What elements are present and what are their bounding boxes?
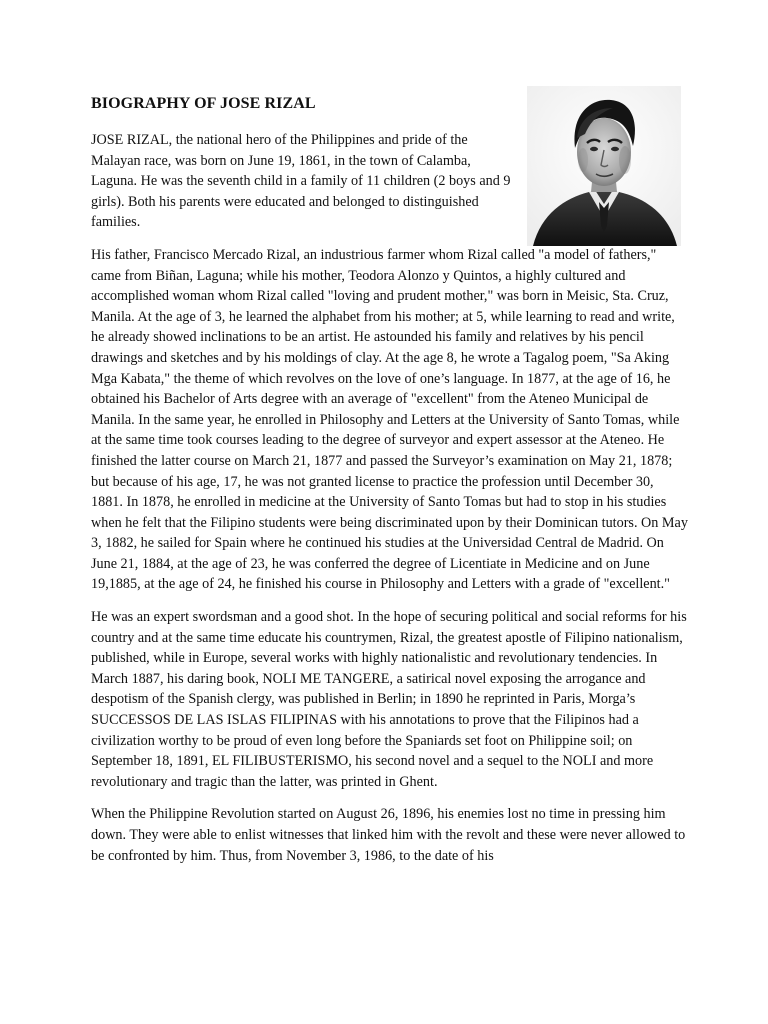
document-body	[91, 130, 689, 878]
paragraph-early-life: His father, Francisco Mercado Rizal, an industrious farmer whom Rizal called "a model of fathers," came from Biñan, Laguna; while his mother, Teodora Alonzo y Quintos, a highly cultured and accomplished woman whom Rizal called "loving and prudent mother," was born in Meisic, Sta. Cruz, Manila. At the age of 3, he learned the alphabet from his mother; at 5, while learning to read and write, he already showed inclinations to be an artist. He astounded his family and relatives by his pencil drawings and sketches and by his moldings of clay. At the age 8, he wrote a Tagalog poem, "Sa Aking Mga Kabata," the theme of which revolves on the love of one’s language. In 1877, at the age of 16, he obtained his Bachelor of Arts degree with an average of "excellent" from the Ateneo Municipal de Manila. In the same year, he enrolled in Philosophy and Letters at the University of Santo Tomas, while at the same time took courses leading to the degree of surveyor and expert assessor at the Ateneo. He finished the latter course on March 21, 1877 and passed the Surveyor’s examination on May 21, 1878; but because of his age, 17, he was not granted license to practice the profession until December 30, 1881. In 1878, he enrolled in medicine at the University of Santo Tomas but had to stop in his studies when he felt that the Filipino students were being discriminated upon by their Dominican tutors. On May 3, 1882, he sailed for Spain where he continued his studies at the Universidad Central de Madrid. On June 21, 1884, at the age of 23, he was conferred the degree of Licentiate in Medicine and on June 19,1885, at the age of 24, he finished his course in Philosophy and Letters with a grade of "excellent."	[91, 246, 688, 593]
document-title: BIOGRAPHY OF JOSE RIZAL	[91, 95, 316, 112]
paragraph-works: He was an expert swordsman and a good shot. In the hope of securing political and social reforms for his country and at the same time educate his countrymen, Rizal, the greatest apostle of Filipino nationalism, published, while in Europe, several works with highly nationalistic and revolutionary tendencies. In March 1887, his daring book, NOLI ME TANGERE, a satirical novel exposing the arrogance and despotism of the Spanish clergy, was published in Berlin; in 1890 he reprinted in Paris, Morga’s SUCCESSOS DE LAS ISLAS FILIPINAS with his annotations to prove that the Filipinos had a civilization worthy to be proud of even long before the Spaniards set foot on Philippine soil; on September 18, 1891, EL FILIBUSTERISMO, his second novel and a sequel to the NOLI and more revolutionary and tragic than the latter, was printed in Ghent.	[91, 609, 687, 790]
paragraph-revolution: When the Philippine Revolution started on August 26, 1896, his enemies lost no time in pressing him down. They were able to enlist witnesses that linked him with the revolt and these were never allowed to be confronted by him. Thus, from November 3, 1986, to the date of his	[91, 806, 686, 864]
paragraph-intro: JOSE RIZAL, the national hero of the Philippines and pride of the Malayan race, was born on June 19, 1861, in the town of Calamba, Laguna. He was the seventh child in a family of 11 children (2 boys and 9 girls). Both his parents were educated and belonged to distinguished families.	[91, 132, 511, 231]
